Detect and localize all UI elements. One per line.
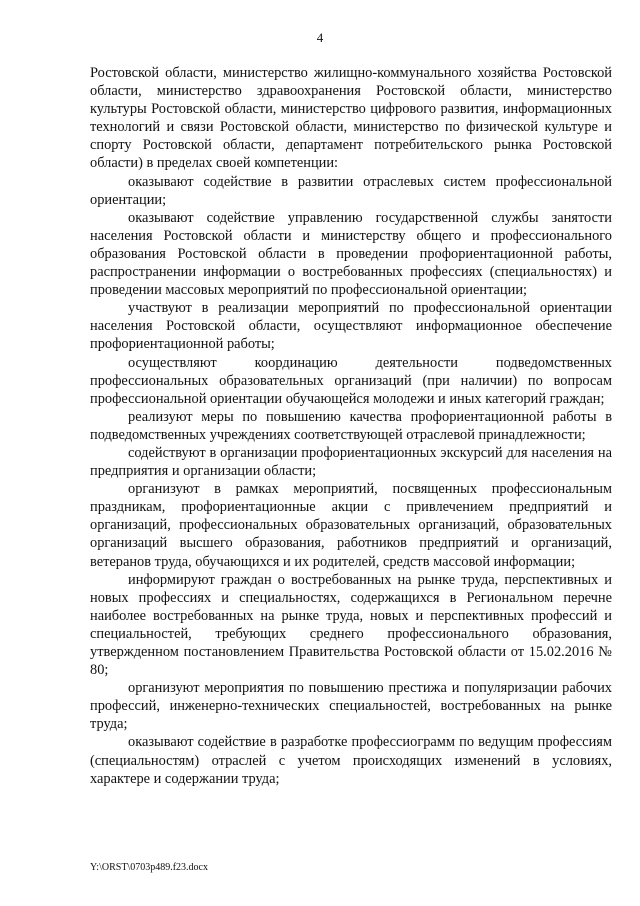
paragraph-item: реализуют меры по повышению качества профориентационной работы в подведомственных учреждениях соответствующей отраслевой принадлежности; [90, 408, 612, 443]
paragraph-intro: Ростовской области, министерство жилищно-коммунального хозяйства Ростовской области, министерство здравоохранения Ростовской области, министерство культуры Ростовской области, министерство цифрового развития, информационных технологий и связи Ростовской области, министерство по физической культуре и спорту Ростовской области, департамент потребительского рынка Ростовской области) в пределах своей компетенции: [90, 65, 612, 172]
document-body [90, 64, 612, 788]
paragraph-item: содействуют в организации профориентационных экскурсий для населения на предприятия и организации области; [90, 444, 612, 480]
paragraph-item: оказывают содействие в развитии отраслевых систем профессиональной ориентации; [90, 173, 612, 208]
paragraph-item: организуют мероприятия по повышению престижа и популяризации рабочих профессий, инженерно-технических специальностей, востребованных на рынке труда; [90, 680, 612, 733]
page-number: 4 [316, 30, 324, 45]
paragraph-item: оказывают содействие в разработке профессиограмм по ведущим профессиям (специальностям) отраслей с учетом происходящих изменений в условиях, характере и содержании труда; [90, 734, 612, 787]
file-path-footer: Y:\ORST\0703p489.f23.docx [90, 862, 208, 873]
paragraph-item: участвуют в реализации мероприятий по профессиональной ориентации населения Ростовской области, осуществляют информационное обеспечение профориентационной работы; [90, 300, 612, 353]
paragraph-item: организуют в рамках мероприятий, посвященных профессиональным праздникам, профориентационные акции с привлечением предприятий и организаций, профессиональных образовательных организаций, образовательных организаций высшего образования, работников предприятий и организаций, ветеранов труда, обучающихся и их родителей, средств массовой информации; [90, 481, 612, 570]
paragraph-item: осуществляют координацию деятельности подведомственных профессиональных образовательных организаций (при наличии) по вопросам профессиональной ориентации обучающейся молодежи и иных категорий граждан; [90, 354, 612, 407]
paragraph-item: информируют граждан о востребованных на рынке труда, перспективных и новых профессиях и специальностях, содержащихся в Региональном перечне наиболее востребованных на рынке труда, новых и перспективных профессий и специальностей, требующих среднего профессионального образования, утвержденном постановлением Правительства Ростовской области от 15.02.2016 № 80; [90, 571, 612, 679]
paragraph-item: оказывают содействие управлению государственной службы занятости населения Ростовской области и министерству общего и профессионального образования Ростовской области в проведении профориентационной работы, распространении информации о востребованных профессиях (специальностях) и проведении массовых мероприятий по профессиональной ориентации; [90, 209, 612, 299]
